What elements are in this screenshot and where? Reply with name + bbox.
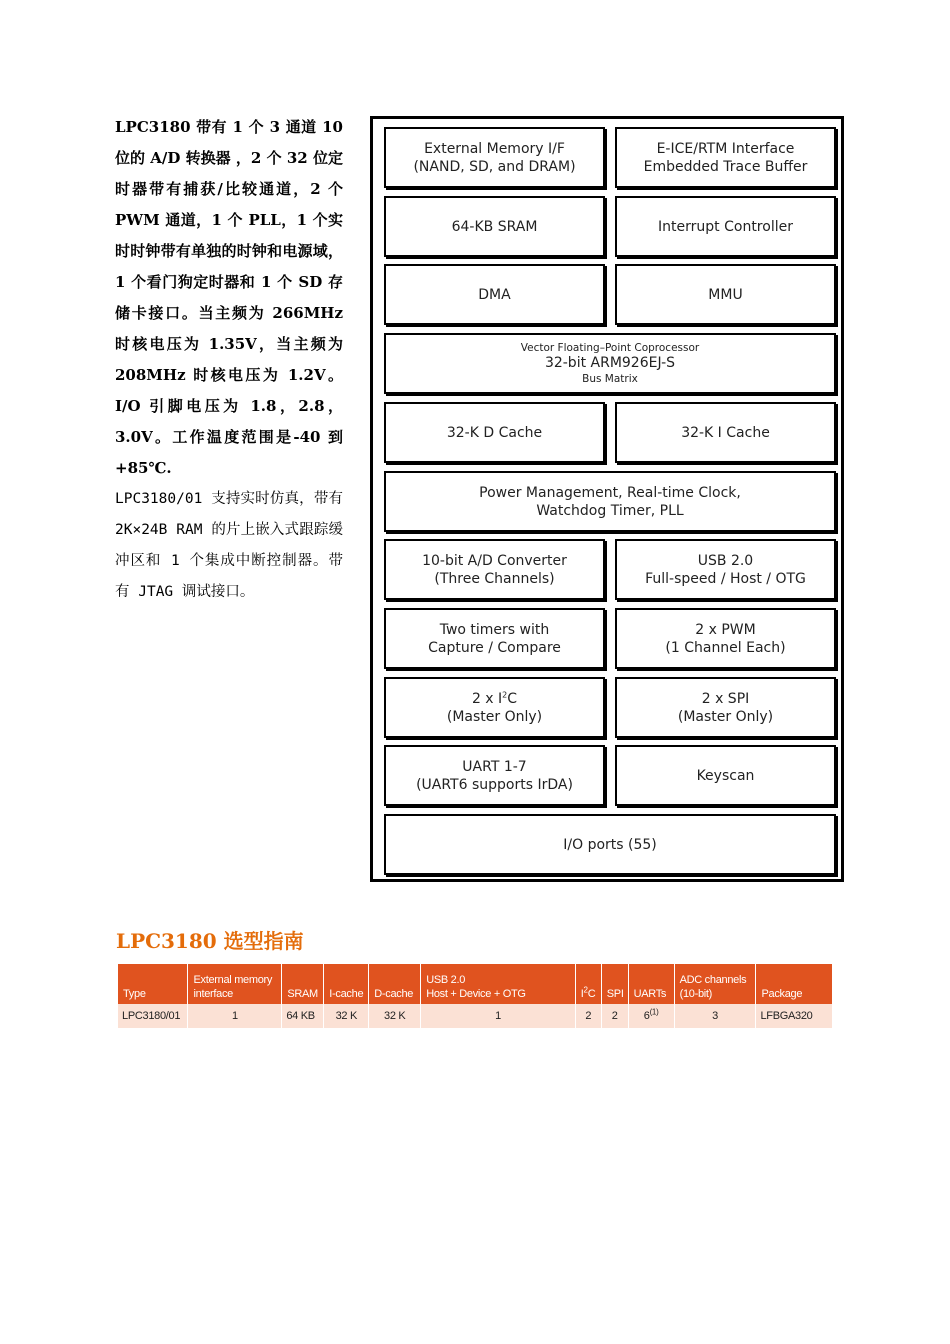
block-uart-line2: (UART6 supports IrDA) bbox=[416, 776, 573, 793]
cell-icache: 32 K bbox=[324, 1004, 369, 1028]
description-paragraph-1: LPC3180 带有 1 个 3 通道 10 位的 A/D 转换器 ，2 个 32 位定时器带有捕获/比较通道，2 个 PWM 通道，1 个 PLL，1 个实时时钟带有单独的时钟和电源域，1 个看门狗定时器和 1 个 SD 存储卡接口。当主频为 266MHz 时核电压为 1.35V，当主频为 208MHz 时核电压为 1.2V。I/O 引脚电压为 1.8，2.8，3.0V。工作温度范围是-40 到+85℃. bbox=[115, 118, 343, 477]
header-external-memory: External memory interface bbox=[188, 964, 282, 1004]
block-timers-line1: Two timers with bbox=[439, 621, 550, 638]
block-i2c-line2: (Master Only) bbox=[446, 708, 543, 725]
block-adc-line1: 10-bit A/D Converter bbox=[422, 552, 567, 569]
block-pwm-line1: 2 x PWM bbox=[695, 621, 756, 638]
block-pwm bbox=[615, 608, 836, 669]
block-mmu bbox=[615, 264, 836, 325]
block-sram-label: 64-KB SRAM bbox=[451, 218, 538, 235]
block-dma-label: DMA bbox=[478, 286, 511, 303]
selection-guide-table bbox=[118, 964, 832, 1028]
block-adc-line2: (Three Channels) bbox=[434, 570, 555, 587]
header-spi: SPI bbox=[601, 964, 628, 1004]
block-diagram bbox=[370, 116, 844, 882]
cell-uarts: 6$^{(1)}$ bbox=[628, 1004, 674, 1028]
block-spi-line1: 2 x SPI bbox=[701, 690, 750, 707]
selection-guide-title: LPC3180 选型指南 bbox=[116, 929, 304, 953]
block-spi-line2: (Master Only) bbox=[677, 708, 774, 725]
block-keyscan-label: Keyscan bbox=[696, 767, 755, 784]
table-header-row bbox=[118, 964, 832, 1004]
block-eice-line1: E-ICE/RTM Interface bbox=[656, 140, 795, 157]
header-sram: SRAM bbox=[282, 964, 324, 1004]
block-external-memory-line1: External Memory I/F bbox=[424, 140, 565, 157]
description-paragraph-2: LPC3180/01 支持实时仿真，带有 2K×24B RAM 的片上嵌入式跟踪缓冲区和 1 个集成中断控制器。带有 JTAG 调试接口。 bbox=[115, 491, 343, 600]
block-dma bbox=[384, 264, 605, 325]
block-keyscan bbox=[615, 745, 836, 806]
header-uarts: UARTs bbox=[628, 964, 674, 1004]
cell-adc: 3 bbox=[674, 1004, 756, 1028]
block-power-line1: Power Management, Real-time Clock, bbox=[479, 484, 741, 501]
block-uart-line1: UART 1-7 bbox=[462, 758, 527, 775]
block-timers bbox=[384, 608, 605, 669]
block-spi bbox=[615, 677, 836, 738]
cell-type: LPC3180/01 bbox=[118, 1004, 188, 1028]
header-type: Type bbox=[118, 964, 188, 1004]
block-io-ports bbox=[384, 814, 836, 875]
cell-package: LFBGA320 bbox=[756, 1004, 832, 1028]
block-i2c bbox=[384, 677, 605, 738]
header-icache: I-cache bbox=[324, 964, 369, 1004]
header-usb: USB 2.0 Host + Device + OTG bbox=[421, 964, 576, 1004]
cell-i2c: 2 bbox=[575, 1004, 601, 1028]
block-usb-line1: USB 2.0 bbox=[697, 552, 754, 569]
description-text bbox=[115, 112, 343, 608]
block-usb bbox=[615, 539, 836, 600]
block-core-arm: 32-bit ARM926EJ-S bbox=[544, 355, 676, 371]
block-core-bus: Bus Matrix bbox=[582, 373, 638, 385]
header-dcache: D-cache bbox=[369, 964, 421, 1004]
block-usb-line2: Full-speed / Host / OTG bbox=[645, 570, 806, 587]
block-core-vfp: Vector Floating–Point Coprocessor bbox=[520, 342, 700, 354]
block-adc bbox=[384, 539, 605, 600]
cell-spi: 2 bbox=[601, 1004, 628, 1028]
header-adc: ADC channels (10-bit) bbox=[674, 964, 756, 1004]
block-mmu-label: MMU bbox=[708, 286, 743, 303]
header-i2c: $I^2C$ bbox=[575, 964, 601, 1004]
block-timers-line2: Capture / Compare bbox=[428, 639, 561, 656]
block-interrupt-controller bbox=[615, 196, 836, 257]
block-external-memory-line2: (NAND, SD, and DRAM) bbox=[413, 158, 576, 175]
block-power-management bbox=[384, 471, 836, 532]
block-d-cache bbox=[384, 402, 605, 463]
block-pwm-line2: (1 Channel Each) bbox=[665, 639, 786, 656]
cell-sram: 64 KB bbox=[282, 1004, 324, 1028]
header-package: Package bbox=[756, 964, 832, 1004]
block-sram bbox=[384, 196, 605, 257]
block-icache-label: 32-K I Cache bbox=[681, 424, 770, 441]
block-interrupt-label: Interrupt Controller bbox=[658, 218, 793, 235]
block-i2c-line1: 2 x $I^2C$ bbox=[471, 689, 518, 707]
cell-external-memory: 1 bbox=[188, 1004, 282, 1028]
cell-usb: 1 bbox=[421, 1004, 576, 1028]
block-dcache-label: 32-K D Cache bbox=[446, 424, 543, 441]
block-arm-core bbox=[384, 333, 836, 394]
block-io-label: I/O ports (55) bbox=[563, 836, 657, 853]
block-power-line2: Watchdog Timer, PLL bbox=[536, 502, 684, 519]
block-eice-rtm bbox=[615, 127, 836, 188]
cell-dcache: 32 K bbox=[369, 1004, 421, 1028]
block-eice-line2: Embedded Trace Buffer bbox=[643, 158, 808, 175]
block-uart bbox=[384, 745, 605, 806]
block-i-cache bbox=[615, 402, 836, 463]
table-row bbox=[118, 1004, 832, 1028]
block-external-memory bbox=[384, 127, 605, 188]
